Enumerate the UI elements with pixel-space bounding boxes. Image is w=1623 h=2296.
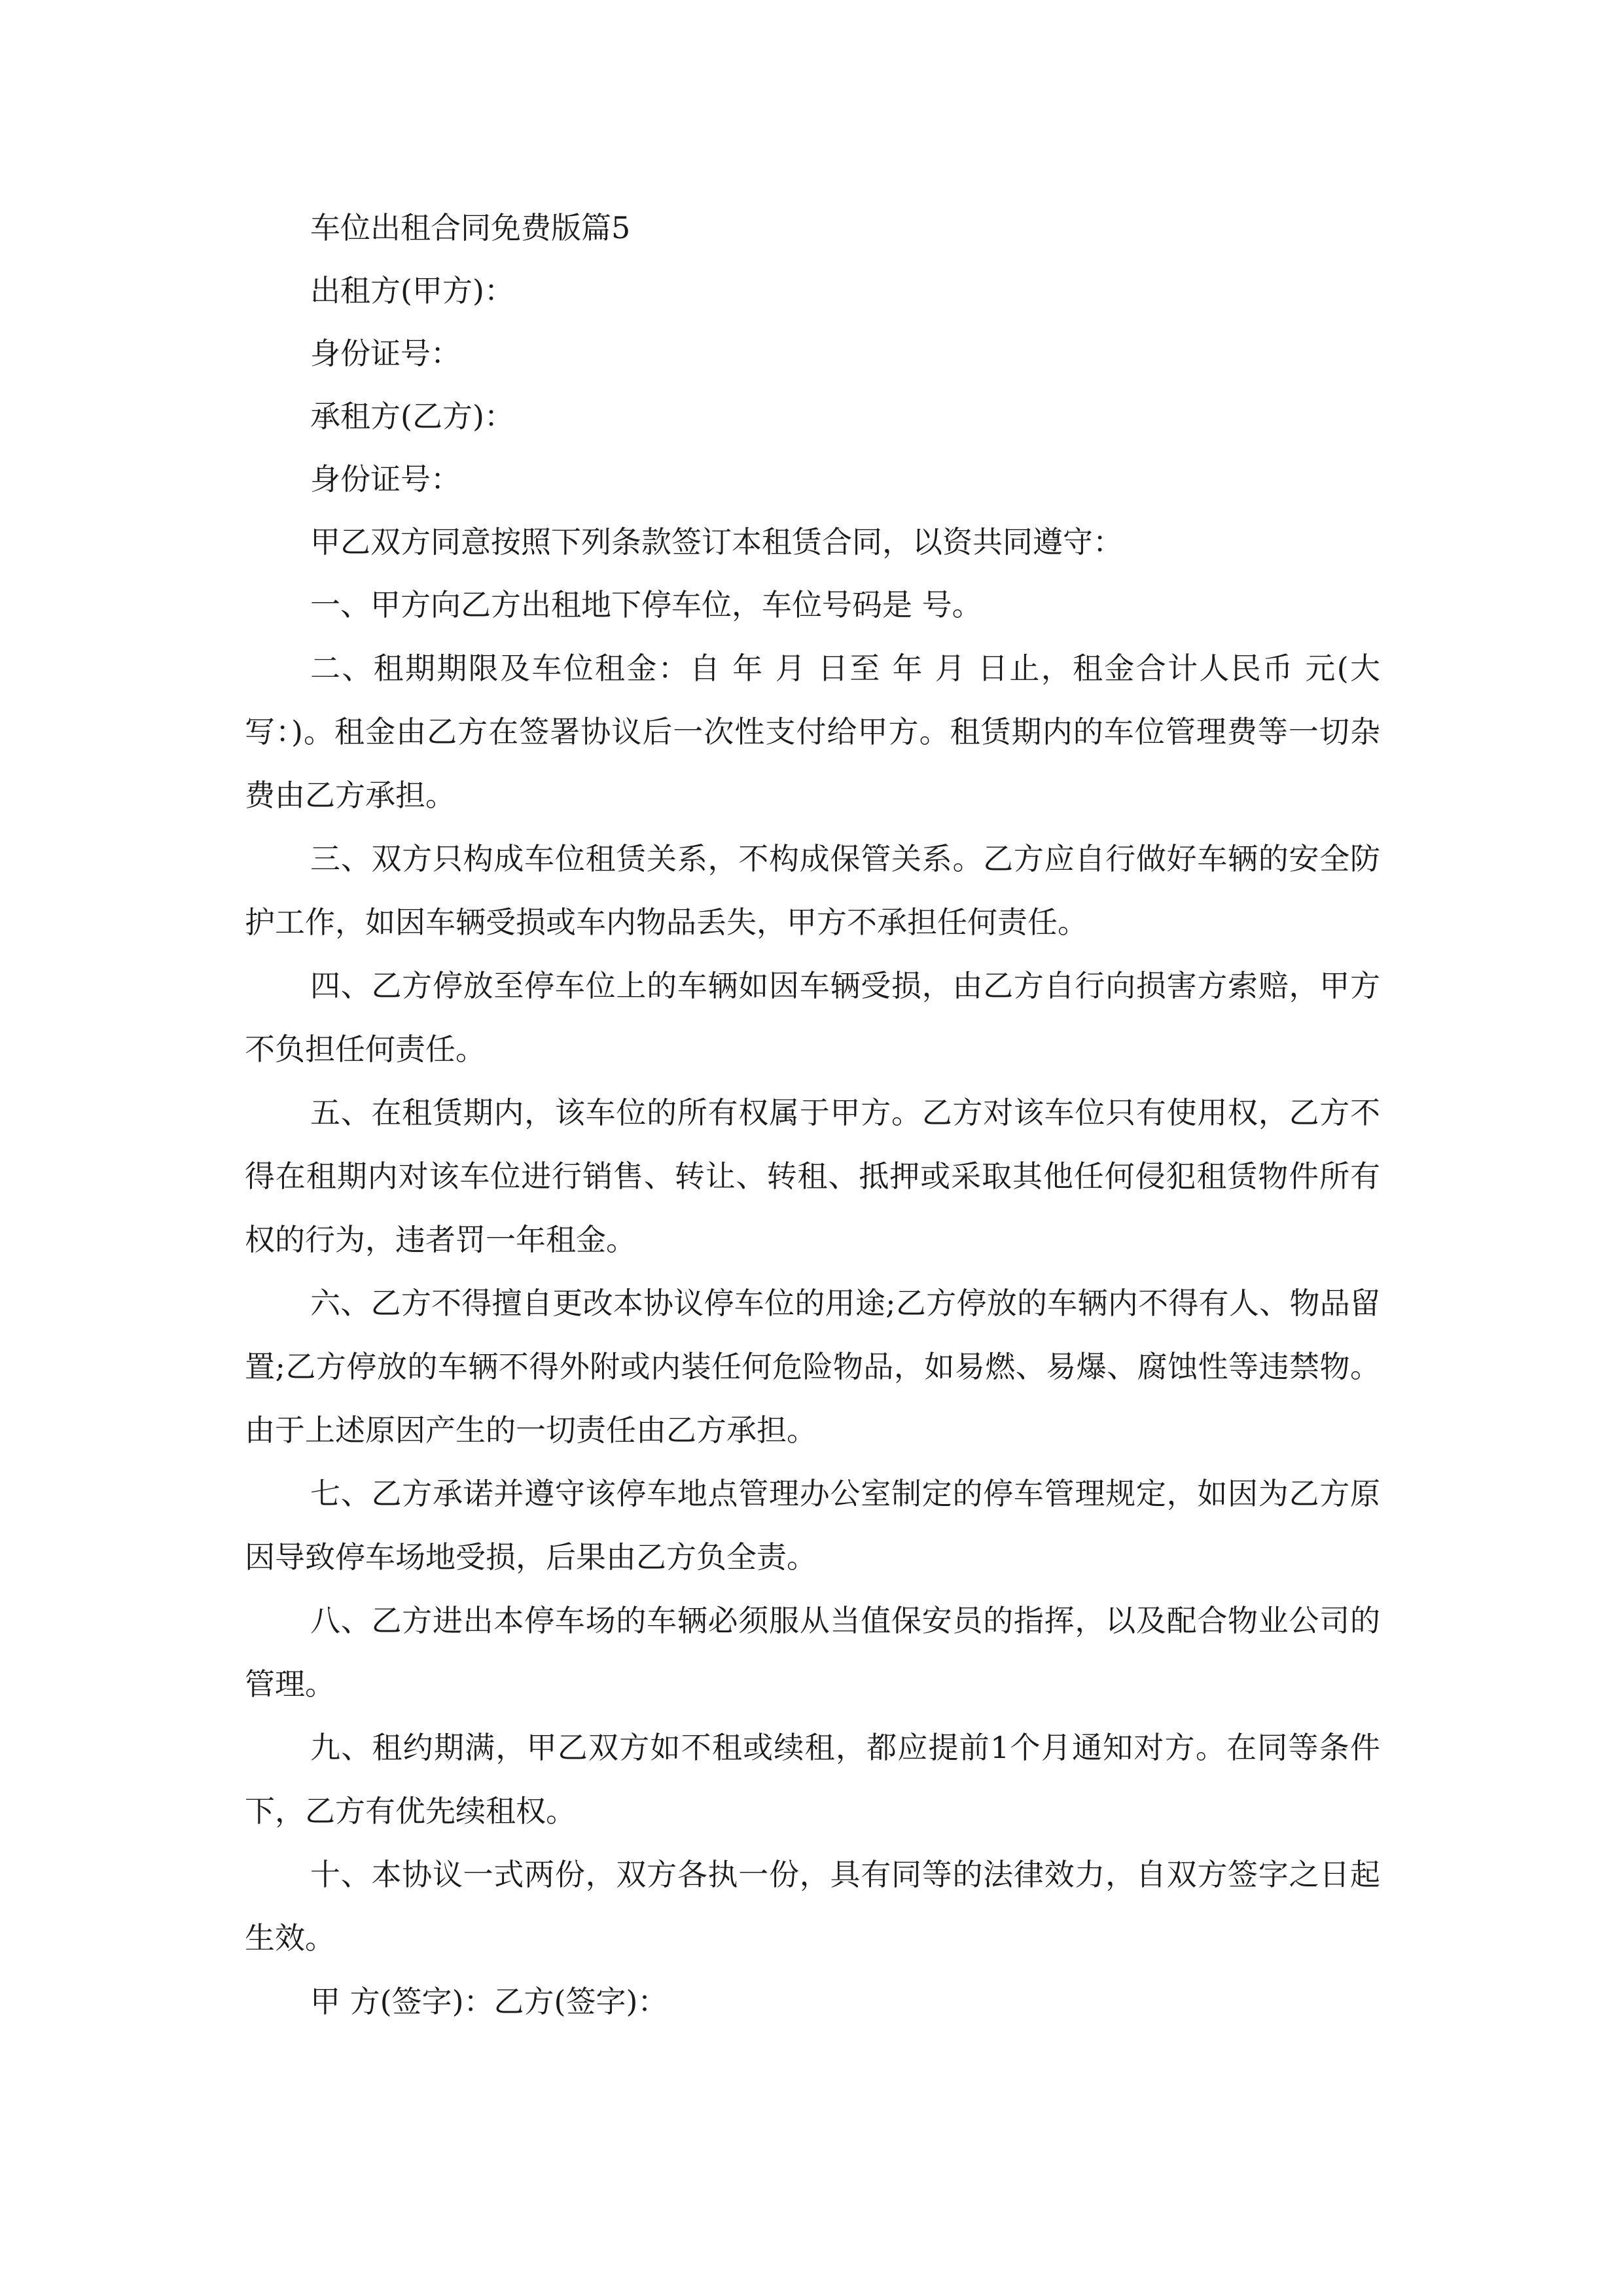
lessee-label: 承租方(乙方)： — [310, 399, 514, 434]
document-body — [245, 196, 1380, 2033]
lessor-label: 出租方(甲方)： — [310, 273, 514, 308]
clause-10: 十、本协议一式两份，双方各执一份，具有同等的法律效力，自双方签字之日起生效。 — [245, 1857, 1380, 1956]
clause-2: 二、租期期限及车位租金：自 年 月 日至 年 月 日止，租金合计人民币 元(大写：)。租金由乙方在签署协议后一次性支付给甲方。租赁期内的车位管理费等一切杂费由乙方承担。 — [245, 651, 1380, 813]
clause-6: 六、乙方不得擅自更改本协议停车位的用途;乙方停放的车辆内不得有人、物品留置;乙方停放的车辆不得外附或内装任何危险物品，如易燃、易爆、腐蚀性等违禁物。由于上述原因产生的一切责任由乙方承担。 — [245, 1285, 1380, 1448]
clause-7: 七、乙方承诺并遵守该停车地点管理办公室制定的停车管理规定，如因为乙方原因导致停车场地受损，后果由乙方负全责。 — [245, 1476, 1380, 1575]
clause-9: 九、租约期满，甲乙双方如不租或续租，都应提前1个月通知对方。在同等条件下，乙方有优先续租权。 — [245, 1730, 1380, 1829]
clause-5: 五、在租赁期内，该车位的所有权属于甲方。乙方对该车位只有使用权，乙方不得在租期内对该车位进行销售、转让、转租、抵押或采取其他任何侵犯租赁物件所有权的行为，违者罚一年租金。 — [245, 1095, 1380, 1257]
clause-4: 四、乙方停放至停车位上的车辆如因车辆受损，由乙方自行向损害方索赔，甲方不负担任何责任。 — [245, 968, 1380, 1067]
signature-line: 甲 方(签字)：乙方(签字)： — [310, 1984, 668, 2019]
clause-8: 八、乙方进出本停车场的车辆必须服从当值保安员的指挥，以及配合物业公司的管理。 — [245, 1603, 1380, 1702]
clause-3: 三、双方只构成车位租赁关系，不构成保管关系。乙方应自行做好车辆的安全防护工作，如因车辆受损或车内物品丢失，甲方不承担任何责任。 — [245, 841, 1380, 940]
agreement-intro: 甲乙双方同意按照下列条款签订本租赁合同，以资共同遵守： — [310, 524, 1123, 560]
clause-1: 一、甲方向乙方出租地下停车位，车位号码是 号。 — [310, 587, 982, 622]
lessor-id-label: 身份证号： — [310, 336, 461, 371]
lessee-id-label: 身份证号： — [310, 461, 461, 497]
document-title: 车位出租合同免费版篇5 — [310, 210, 631, 245]
